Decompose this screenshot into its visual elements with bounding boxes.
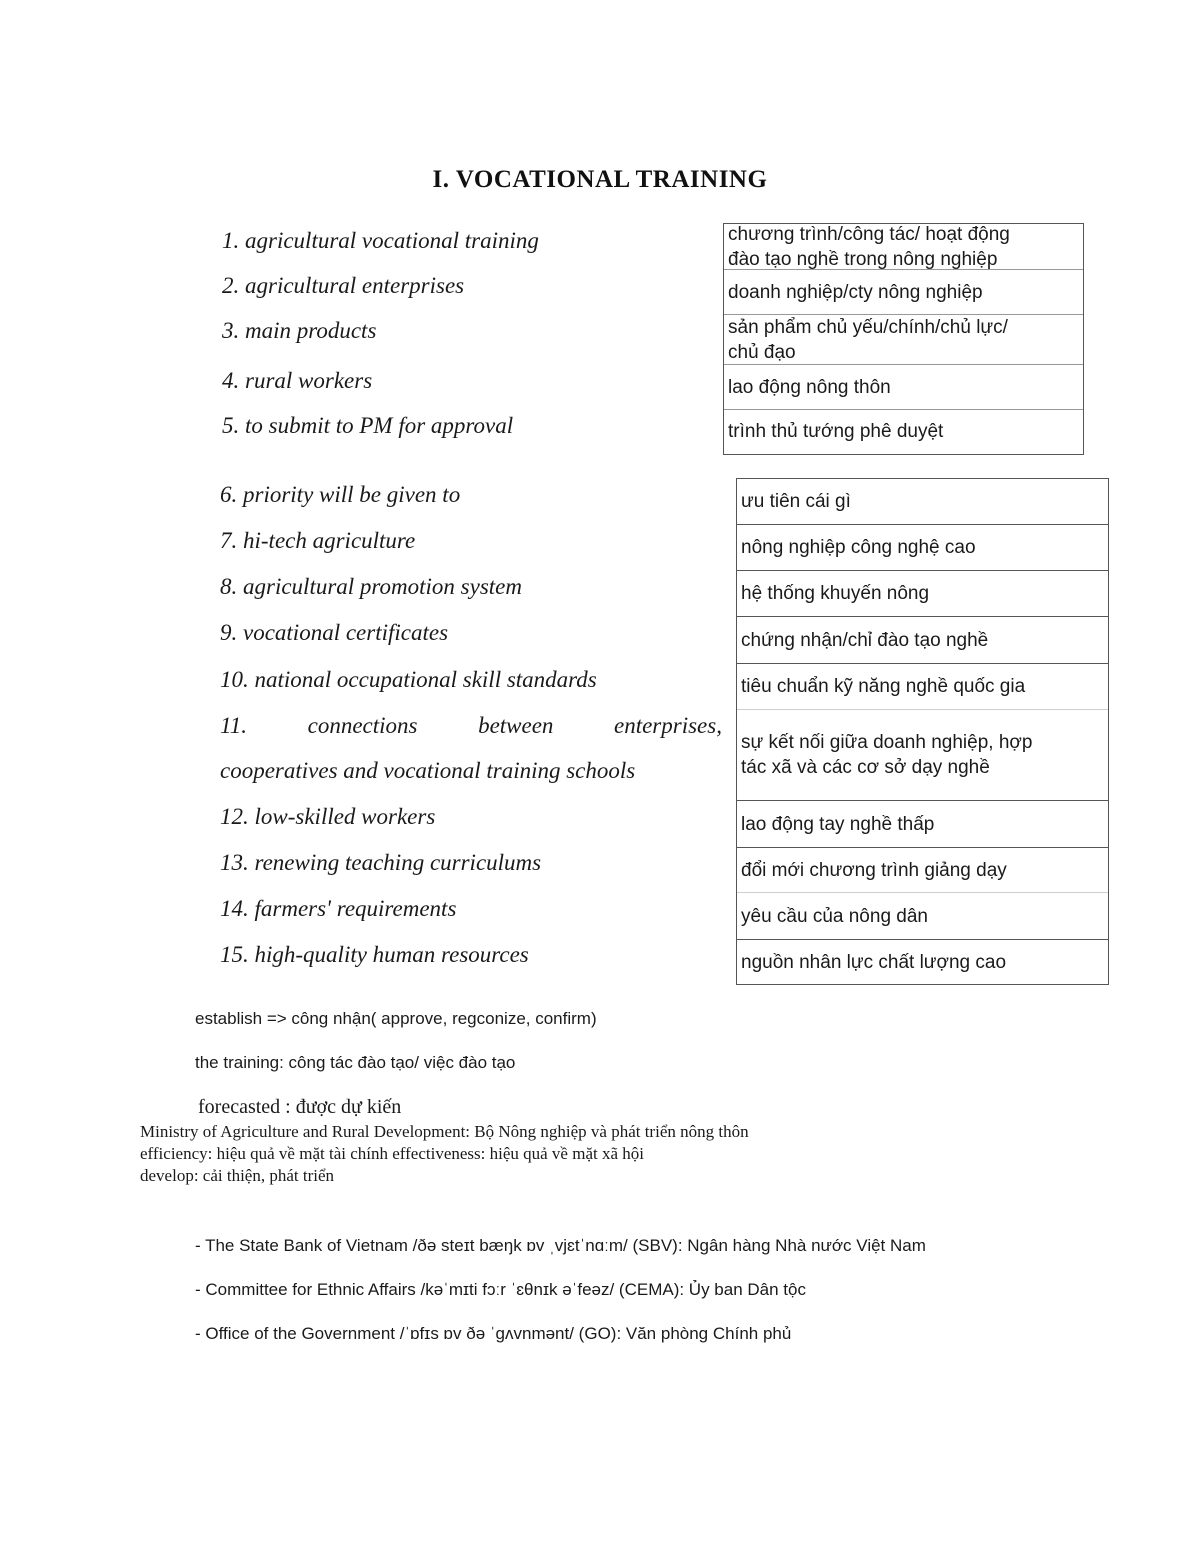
term-12: 12. low-skilled workers <box>220 804 436 829</box>
note-develop: develop: cải thiện, phát triển <box>140 1166 335 1185</box>
translation-text: chương trình/công tác/ hoạt động <box>728 223 1010 245</box>
translation-row <box>737 479 1108 525</box>
translation-text: trình thủ tướng phê duyệt <box>728 421 944 442</box>
translation-row <box>737 940 1108 984</box>
translation-text: tiêu chuẩn kỹ năng nghề quốc gia <box>741 676 1026 697</box>
term-11-word: 11. <box>220 713 248 738</box>
translation-table-1 <box>723 223 1084 455</box>
translation-row <box>737 801 1108 848</box>
term-11-word: between <box>478 713 554 738</box>
term-10: 10. national occupational skill standards <box>220 667 597 692</box>
term-2: 2. agricultural enterprises <box>222 273 465 298</box>
translation-text: tác xã và các cơ sở dạy nghề <box>741 757 990 778</box>
translation-row <box>737 893 1108 940</box>
term-1: 1. agricultural vocational training <box>222 228 539 253</box>
translation-text: yêu cầu của nông dân <box>741 905 928 927</box>
translation-text: doanh nghiệp/cty nông nghiệp <box>728 281 983 303</box>
translation-row <box>737 710 1108 801</box>
translation-text: lao động nông thôn <box>728 376 891 398</box>
translation-text: nông nghiệp công nghệ cao <box>741 537 976 558</box>
note-sbv: - The State Bank of Vietnam /ðə steɪt bæŋk ɒv ˌvjɛtˈnɑːm/ (SBV): Ngân hàng Nhà nước Việt Nam <box>195 1236 926 1255</box>
translation-row <box>724 270 1083 315</box>
term-3: 3. main products <box>222 318 377 343</box>
translation-row <box>724 224 1083 270</box>
translation-text: chủ đạo <box>728 341 796 363</box>
term-14: 14. farmers' requirements <box>220 896 457 921</box>
term-8: 8. agricultural promotion system <box>220 574 522 599</box>
term-11-word: connections <box>307 713 418 738</box>
translation-text: đổi mới chương trình giảng dạy <box>741 859 1007 881</box>
term-11-line-1 <box>220 713 722 739</box>
term-11-line-2: cooperatives and vocational training schools <box>220 758 636 783</box>
translation-text: sản phẩm chủ yếu/chính/chủ lực/ <box>728 316 1008 338</box>
term-5: 5. to submit to PM for approval <box>222 413 514 438</box>
term-7: 7. hi-tech agriculture <box>220 528 416 553</box>
note-ministry: Ministry of Agriculture and Rural Development: Bộ Nông nghiệp và phát triển nông thôn <box>140 1122 749 1141</box>
translation-text: ưu tiên cái gì <box>741 491 851 512</box>
note-cema: - Committee for Ethnic Affairs /kəˈmɪti fɔːr ˈɛθnɪk əˈfeəz/ (CEMA): Ủy ban Dân tộc <box>195 1280 806 1299</box>
translation-row <box>724 410 1083 453</box>
note-training: the training: công tác đào tạo/ việc đào tạo <box>195 1053 516 1072</box>
term-13: 13. renewing teaching curriculums <box>220 850 542 875</box>
translation-table-2 <box>736 478 1109 985</box>
translation-text: lao động tay nghề thấp <box>741 813 935 835</box>
note-forecasted: forecasted : được dự kiến <box>198 1096 402 1118</box>
translation-text: sự kết nối giữa doanh nghiệp, hợp <box>741 732 1033 753</box>
translation-text: đào tạo nghề trong nông nghiệp <box>728 248 998 270</box>
term-6: 6. priority will be given to <box>220 482 461 507</box>
translation-row <box>737 848 1108 893</box>
translation-text: nguồn nhân lực chất lượng cao <box>741 951 1007 973</box>
note-efficiency: efficiency: hiệu quả về mặt tài chính effectiveness: hiệu quả về mặt xã hội <box>140 1144 644 1163</box>
term-15: 15. high-quality human resources <box>220 942 529 967</box>
note-go: - Office of the Government /ˈɒfɪs ɒv ðə ˈɡʌvnmənt/ (GO): Văn phòng Chính phủ <box>195 1324 792 1343</box>
term-9: 9. vocational certificates <box>220 620 449 645</box>
translation-row <box>737 571 1108 617</box>
translation-row <box>724 315 1083 365</box>
translation-row <box>737 525 1108 571</box>
page-title: I. VOCATIONAL TRAINING <box>432 166 768 193</box>
term-11-word: enterprises, <box>614 713 722 738</box>
translation-text: hệ thống khuyến nông <box>741 583 930 604</box>
translation-text: chứng nhận/chỉ đào tạo nghề <box>741 629 989 651</box>
note-establish: establish => công nhận( approve, regconize, confirm) <box>195 1009 597 1028</box>
translation-row <box>737 664 1108 710</box>
translation-row <box>737 617 1108 664</box>
term-4: 4. rural workers <box>222 368 373 393</box>
translation-row <box>724 365 1083 410</box>
